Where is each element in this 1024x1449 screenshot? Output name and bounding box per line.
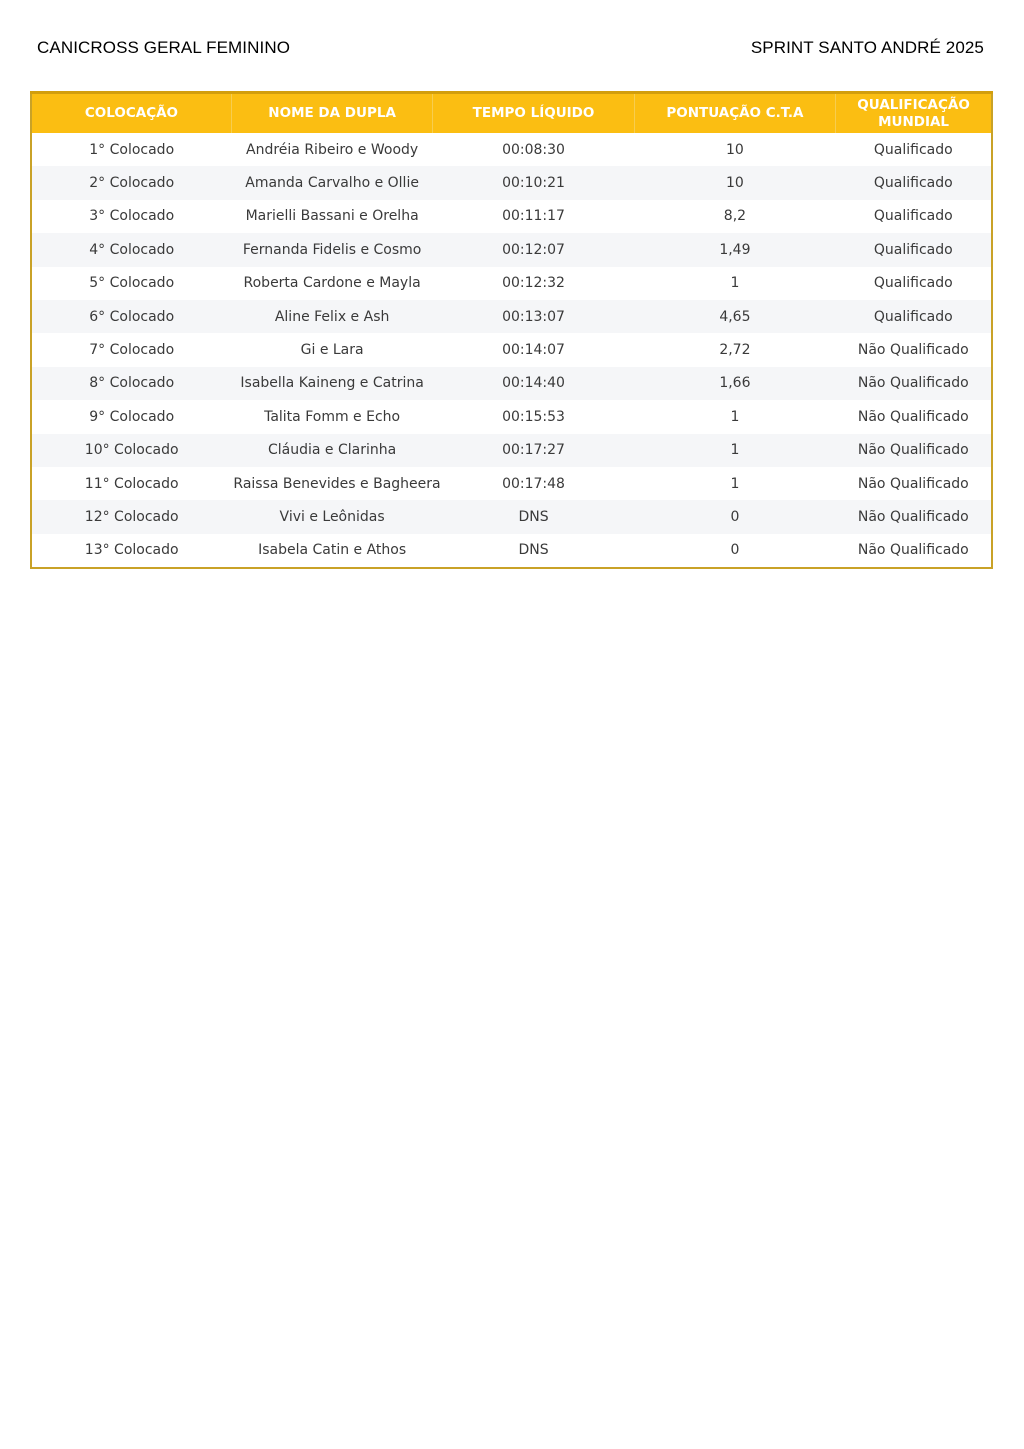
qualification-cell: Não Qualificado bbox=[857, 375, 969, 392]
qualification-cell: Não Qualificado bbox=[857, 475, 969, 492]
placement-cell: 1° Colocado bbox=[89, 141, 175, 158]
net-time-cell: DNS bbox=[518, 542, 549, 559]
qualification-cell: Não Qualificado bbox=[857, 342, 969, 359]
event-category-title: CANICROSS GERAL FEMININO bbox=[37, 38, 291, 57]
table-row bbox=[31, 500, 992, 533]
net-time-cell: 00:12:07 bbox=[502, 241, 565, 258]
cta-score-cell: 0 bbox=[730, 508, 740, 525]
cta-score-cell: 1 bbox=[730, 408, 740, 425]
table-row bbox=[31, 467, 992, 500]
pair-name-cell: Gi e Lara bbox=[300, 342, 364, 359]
cta-score-cell: 0 bbox=[730, 542, 740, 559]
cta-score-cell: 4,65 bbox=[719, 308, 751, 325]
qualification-cell: Qualificado bbox=[873, 241, 953, 258]
table-row bbox=[31, 233, 992, 266]
pair-name-cell: Isabella Kaineng e Catrina bbox=[240, 375, 424, 392]
pair-name-cell: Amanda Carvalho e Ollie bbox=[245, 175, 419, 192]
qualification-cell: Não Qualificado bbox=[857, 542, 969, 559]
placement-cell: 3° Colocado bbox=[89, 208, 175, 225]
column-header-qualificacao: QUALIFICAÇÃO MUNDIAL bbox=[857, 96, 970, 130]
net-time-cell: 00:12:32 bbox=[502, 275, 565, 292]
net-time-cell: 00:15:53 bbox=[502, 408, 565, 425]
net-time-cell: 00:13:07 bbox=[502, 308, 565, 325]
qualification-cell: Qualificado bbox=[873, 175, 953, 192]
table-row bbox=[31, 434, 992, 467]
qualification-cell: Não Qualificado bbox=[857, 442, 969, 459]
cta-score-cell: 1 bbox=[730, 275, 740, 292]
qualification-cell: Qualificado bbox=[873, 275, 953, 292]
net-time-cell: 00:17:27 bbox=[502, 442, 565, 459]
pair-name-cell: Cláudia e Clarinha bbox=[268, 442, 397, 459]
page-header bbox=[37, 37, 984, 59]
results-table bbox=[30, 91, 993, 569]
table-row bbox=[31, 133, 992, 166]
placement-cell: 12° Colocado bbox=[84, 508, 179, 525]
net-time-cell: 00:17:48 bbox=[502, 475, 565, 492]
net-time-cell: DNS bbox=[518, 508, 549, 525]
table-row bbox=[31, 333, 992, 366]
pair-name-cell: Marielli Bassani e Orelha bbox=[245, 208, 419, 225]
cta-score-cell: 10 bbox=[726, 175, 744, 192]
qualification-cell: Não Qualificado bbox=[857, 408, 969, 425]
pair-name-cell: Vivi e Leônidas bbox=[279, 508, 385, 525]
qualification-cell: Qualificado bbox=[873, 308, 953, 325]
cta-score-cell: 8,2 bbox=[723, 208, 747, 225]
cta-score-cell: 1,49 bbox=[719, 241, 751, 258]
pair-name-cell: Raissa Benevides e Bagheera bbox=[233, 475, 441, 492]
pair-name-cell: Roberta Cardone e Mayla bbox=[243, 275, 421, 292]
placement-cell: 7° Colocado bbox=[89, 342, 175, 359]
table-body bbox=[31, 133, 992, 568]
cta-score-cell: 2,72 bbox=[719, 342, 751, 359]
placement-cell: 10° Colocado bbox=[84, 442, 179, 459]
table-header-row bbox=[31, 93, 992, 134]
pair-name-cell: Aline Felix e Ash bbox=[274, 308, 390, 325]
pair-name-cell: Talita Fomm e Echo bbox=[264, 408, 401, 425]
table-row bbox=[31, 200, 992, 233]
placement-cell: 4° Colocado bbox=[89, 241, 175, 258]
table-row bbox=[31, 267, 992, 300]
pair-name-cell: Andréia Ribeiro e Woody bbox=[246, 141, 419, 158]
qualification-cell: Qualificado bbox=[873, 208, 953, 225]
pair-name-cell: Isabela Catin e Athos bbox=[258, 542, 407, 559]
table-row bbox=[31, 400, 992, 433]
net-time-cell: 00:10:21 bbox=[502, 175, 565, 192]
placement-cell: 9° Colocado bbox=[89, 408, 175, 425]
column-header-colocacao: COLOCAÇÃO bbox=[31, 93, 231, 134]
table-row bbox=[31, 367, 992, 400]
placement-cell: 5° Colocado bbox=[89, 275, 175, 292]
cta-score-cell: 1 bbox=[730, 475, 740, 492]
column-header-tempo-liquido: TEMPO LÍQUIDO bbox=[433, 93, 634, 134]
cta-score-cell: 1 bbox=[730, 442, 740, 459]
net-time-cell: 00:11:17 bbox=[502, 208, 565, 225]
table-row bbox=[31, 534, 992, 568]
cta-score-cell: 1,66 bbox=[719, 375, 751, 392]
placement-cell: 2° Colocado bbox=[89, 175, 175, 192]
qualification-cell: Qualificado bbox=[873, 141, 953, 158]
net-time-cell: 00:14:40 bbox=[502, 375, 565, 392]
table-row bbox=[31, 166, 992, 199]
cta-score-cell: 10 bbox=[726, 141, 744, 158]
table-row bbox=[31, 300, 992, 333]
placement-cell: 11° Colocado bbox=[84, 475, 179, 492]
qualification-cell: Não Qualificado bbox=[857, 508, 969, 525]
placement-cell: 6° Colocado bbox=[89, 308, 175, 325]
column-header-nome-da-dupla: NOME DA DUPLA bbox=[231, 93, 432, 134]
placement-cell: 8° Colocado bbox=[89, 375, 175, 392]
event-name-title: SPRINT SANTO ANDRÉ 2025 bbox=[750, 38, 984, 57]
net-time-cell: 00:08:30 bbox=[502, 141, 565, 158]
column-header-pontuacao: PONTUAÇÃO C.T.A bbox=[634, 93, 835, 134]
net-time-cell: 00:14:07 bbox=[502, 342, 565, 359]
placement-cell: 13° Colocado bbox=[84, 542, 179, 559]
pair-name-cell: Fernanda Fidelis e Cosmo bbox=[242, 241, 422, 258]
